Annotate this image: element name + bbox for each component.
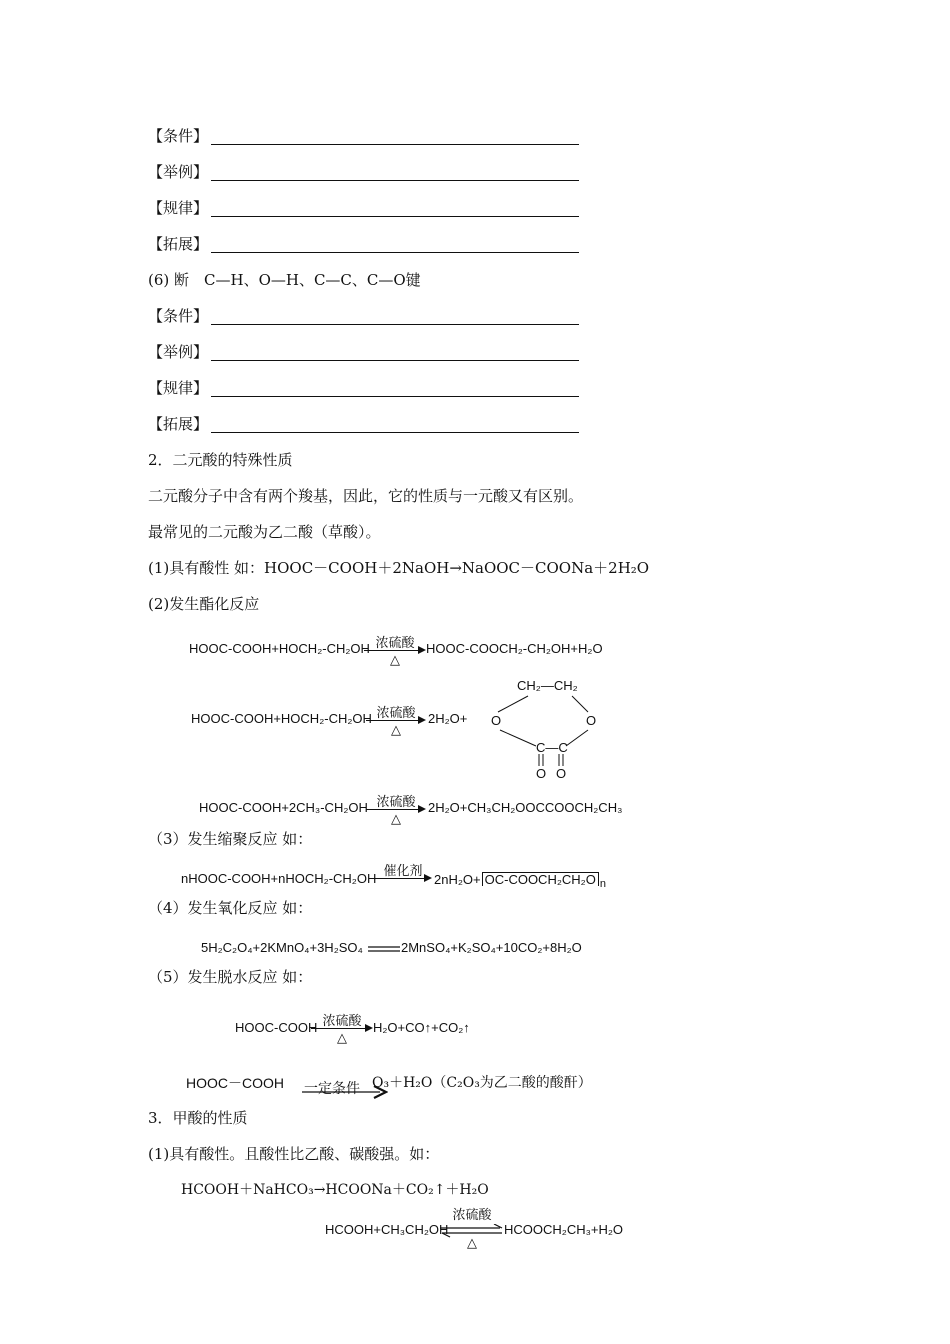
ring-bond-bottom-left — [500, 730, 536, 746]
eq2-heat: △ — [391, 723, 401, 738]
eq4-polymer-bracket — [482, 872, 599, 886]
eq7-condition: 一定条件 — [304, 1081, 360, 1097]
acidity-equation: HOOC－COOH＋2NaOH→NaOOC－COONa＋2H₂O — [264, 559, 650, 577]
answer-line-example[interactable] — [211, 360, 579, 361]
eq6-reactants: HOOC-COOH — [235, 1020, 318, 1035]
eq4-degree: n — [599, 878, 606, 890]
section-3-title: 3．甲酸的性质 — [148, 1109, 248, 1127]
eq4-polymer-unit: OC-COOCH₂CH₂O — [484, 872, 596, 887]
section-2-title: 2．二元酸的特殊性质 — [148, 451, 293, 469]
ring-bottom-label: C—C — [536, 740, 568, 755]
eq2-products: 2H₂O+ — [428, 711, 468, 726]
ring-bond-top-left — [498, 696, 528, 712]
eq1-reactants: HOOC-COOH+HOCH₂-CH₂OH — [189, 641, 370, 656]
eq5-products: 2MnSO₄+K₂SO₄+10CO₂+8H₂O — [401, 940, 582, 955]
eq5-reactants: 5H₂C₂O₄+2KMnO₄+3H₂SO₄ — [201, 940, 363, 955]
eq4-products-text: 2nH₂O+ — [434, 872, 481, 887]
oxidation-label: （4）发生氧化反应 如： — [148, 899, 313, 917]
formic-eq2-products: HCOOCH₂CH₃+H₂O — [504, 1222, 624, 1237]
eq7-reactants: HOOC－COOH — [186, 1075, 284, 1091]
answer-line-rule[interactable] — [211, 396, 579, 397]
field-label-extension: 【拓展】 — [148, 415, 209, 433]
field-label-rule: 【规律】 — [148, 379, 209, 397]
answer-line-condition[interactable] — [211, 144, 579, 145]
eq6-heat: △ — [337, 1031, 347, 1046]
eq3-condition: 浓硫酸 — [376, 795, 416, 810]
field-label-condition: 【条件】 — [148, 307, 209, 325]
eq3-products: 2H₂O+CH₃CH₂OOCCOOCH₂CH₃ — [428, 800, 623, 815]
answer-line-extension[interactable] — [211, 252, 579, 253]
formic-eq2-condition: 浓硫酸 — [452, 1208, 492, 1223]
cyclic-oxalate-structure — [480, 670, 610, 785]
eq7-products: O₃＋H₂O（C₂O₃为乙二酸的酸酐） — [372, 1075, 592, 1091]
answer-line-example[interactable] — [211, 180, 579, 181]
eq2-reactants: HOOC-COOH+HOCH₂-CH₂OH — [191, 711, 372, 726]
condensation-label: （3）发生缩聚反应 如： — [148, 830, 313, 848]
eq4-reactants: nHOOC-COOH+nHOCH₂-CH₂OH — [181, 871, 377, 886]
field-label-condition: 【条件】 — [148, 127, 209, 145]
ring-o-left: O — [491, 713, 502, 728]
eq2-condition: 浓硫酸 — [376, 706, 416, 721]
answer-line-extension[interactable] — [211, 432, 579, 433]
dehydration-label: （5）发生脱水反应 如： — [148, 968, 313, 986]
field-label-example: 【举例】 — [148, 343, 209, 361]
ring-carbonyl-o-left: O — [536, 766, 547, 781]
ring-top-label: CH₂—CH₂ — [517, 678, 578, 693]
formic-acidity-label: (1)具有酸性。且酸性比乙酸、碳酸强。如： — [148, 1145, 440, 1163]
formic-eq2-heat: △ — [467, 1236, 477, 1251]
eq6-products: H₂O+CO↑+CO₂↑ — [373, 1020, 470, 1035]
eq3-heat: △ — [391, 812, 401, 827]
ring-carbonyl-o-right: O — [556, 766, 567, 781]
eq5-equals-sign — [368, 946, 400, 952]
eq4-condition: 催化剂 — [383, 864, 423, 879]
eq3-reactants: HOOC-COOH+2CH₃-CH₂OH — [199, 800, 368, 815]
eq1-products: HOOC-COOCH₂-CH₂OH+H₂O — [426, 641, 603, 656]
eq4-products — [434, 872, 606, 890]
esterification-label: (2)发生酯化反应 — [148, 595, 260, 613]
acidity-label: (1)具有酸性 如： — [148, 559, 265, 577]
answer-line-rule[interactable] — [211, 216, 579, 217]
field-label-extension: 【拓展】 — [148, 235, 209, 253]
section-2-intro-1: 二元酸分子中含有两个羧基，因此，它的性质与一元酸又有区别。 — [148, 487, 584, 505]
field-label-rule: 【规律】 — [148, 199, 209, 217]
eq6-condition: 浓硫酸 — [322, 1014, 362, 1029]
ring-bond-top-right — [572, 696, 588, 712]
eq1-heat: △ — [390, 653, 400, 668]
item-6-title: (6) 断 C—H、O—H、C—C、C—O键 — [148, 271, 421, 289]
formic-eq2-reactants: HCOOH+CH₃CH₂OH — [325, 1222, 449, 1237]
ring-bond-bottom-right — [566, 730, 588, 746]
formic-eq1: HCOOH＋NaHCO₃→HCOONa＋CO₂↑＋H₂O — [181, 1182, 489, 1198]
section-2-intro-2: 最常见的二元酸为乙二酸（草酸）。 — [148, 523, 381, 541]
eq1-condition: 浓硫酸 — [375, 636, 415, 651]
field-label-example: 【举例】 — [148, 163, 209, 181]
ring-o-right: O — [586, 713, 597, 728]
answer-line-condition[interactable] — [211, 324, 579, 325]
acidity-line — [148, 561, 649, 576]
